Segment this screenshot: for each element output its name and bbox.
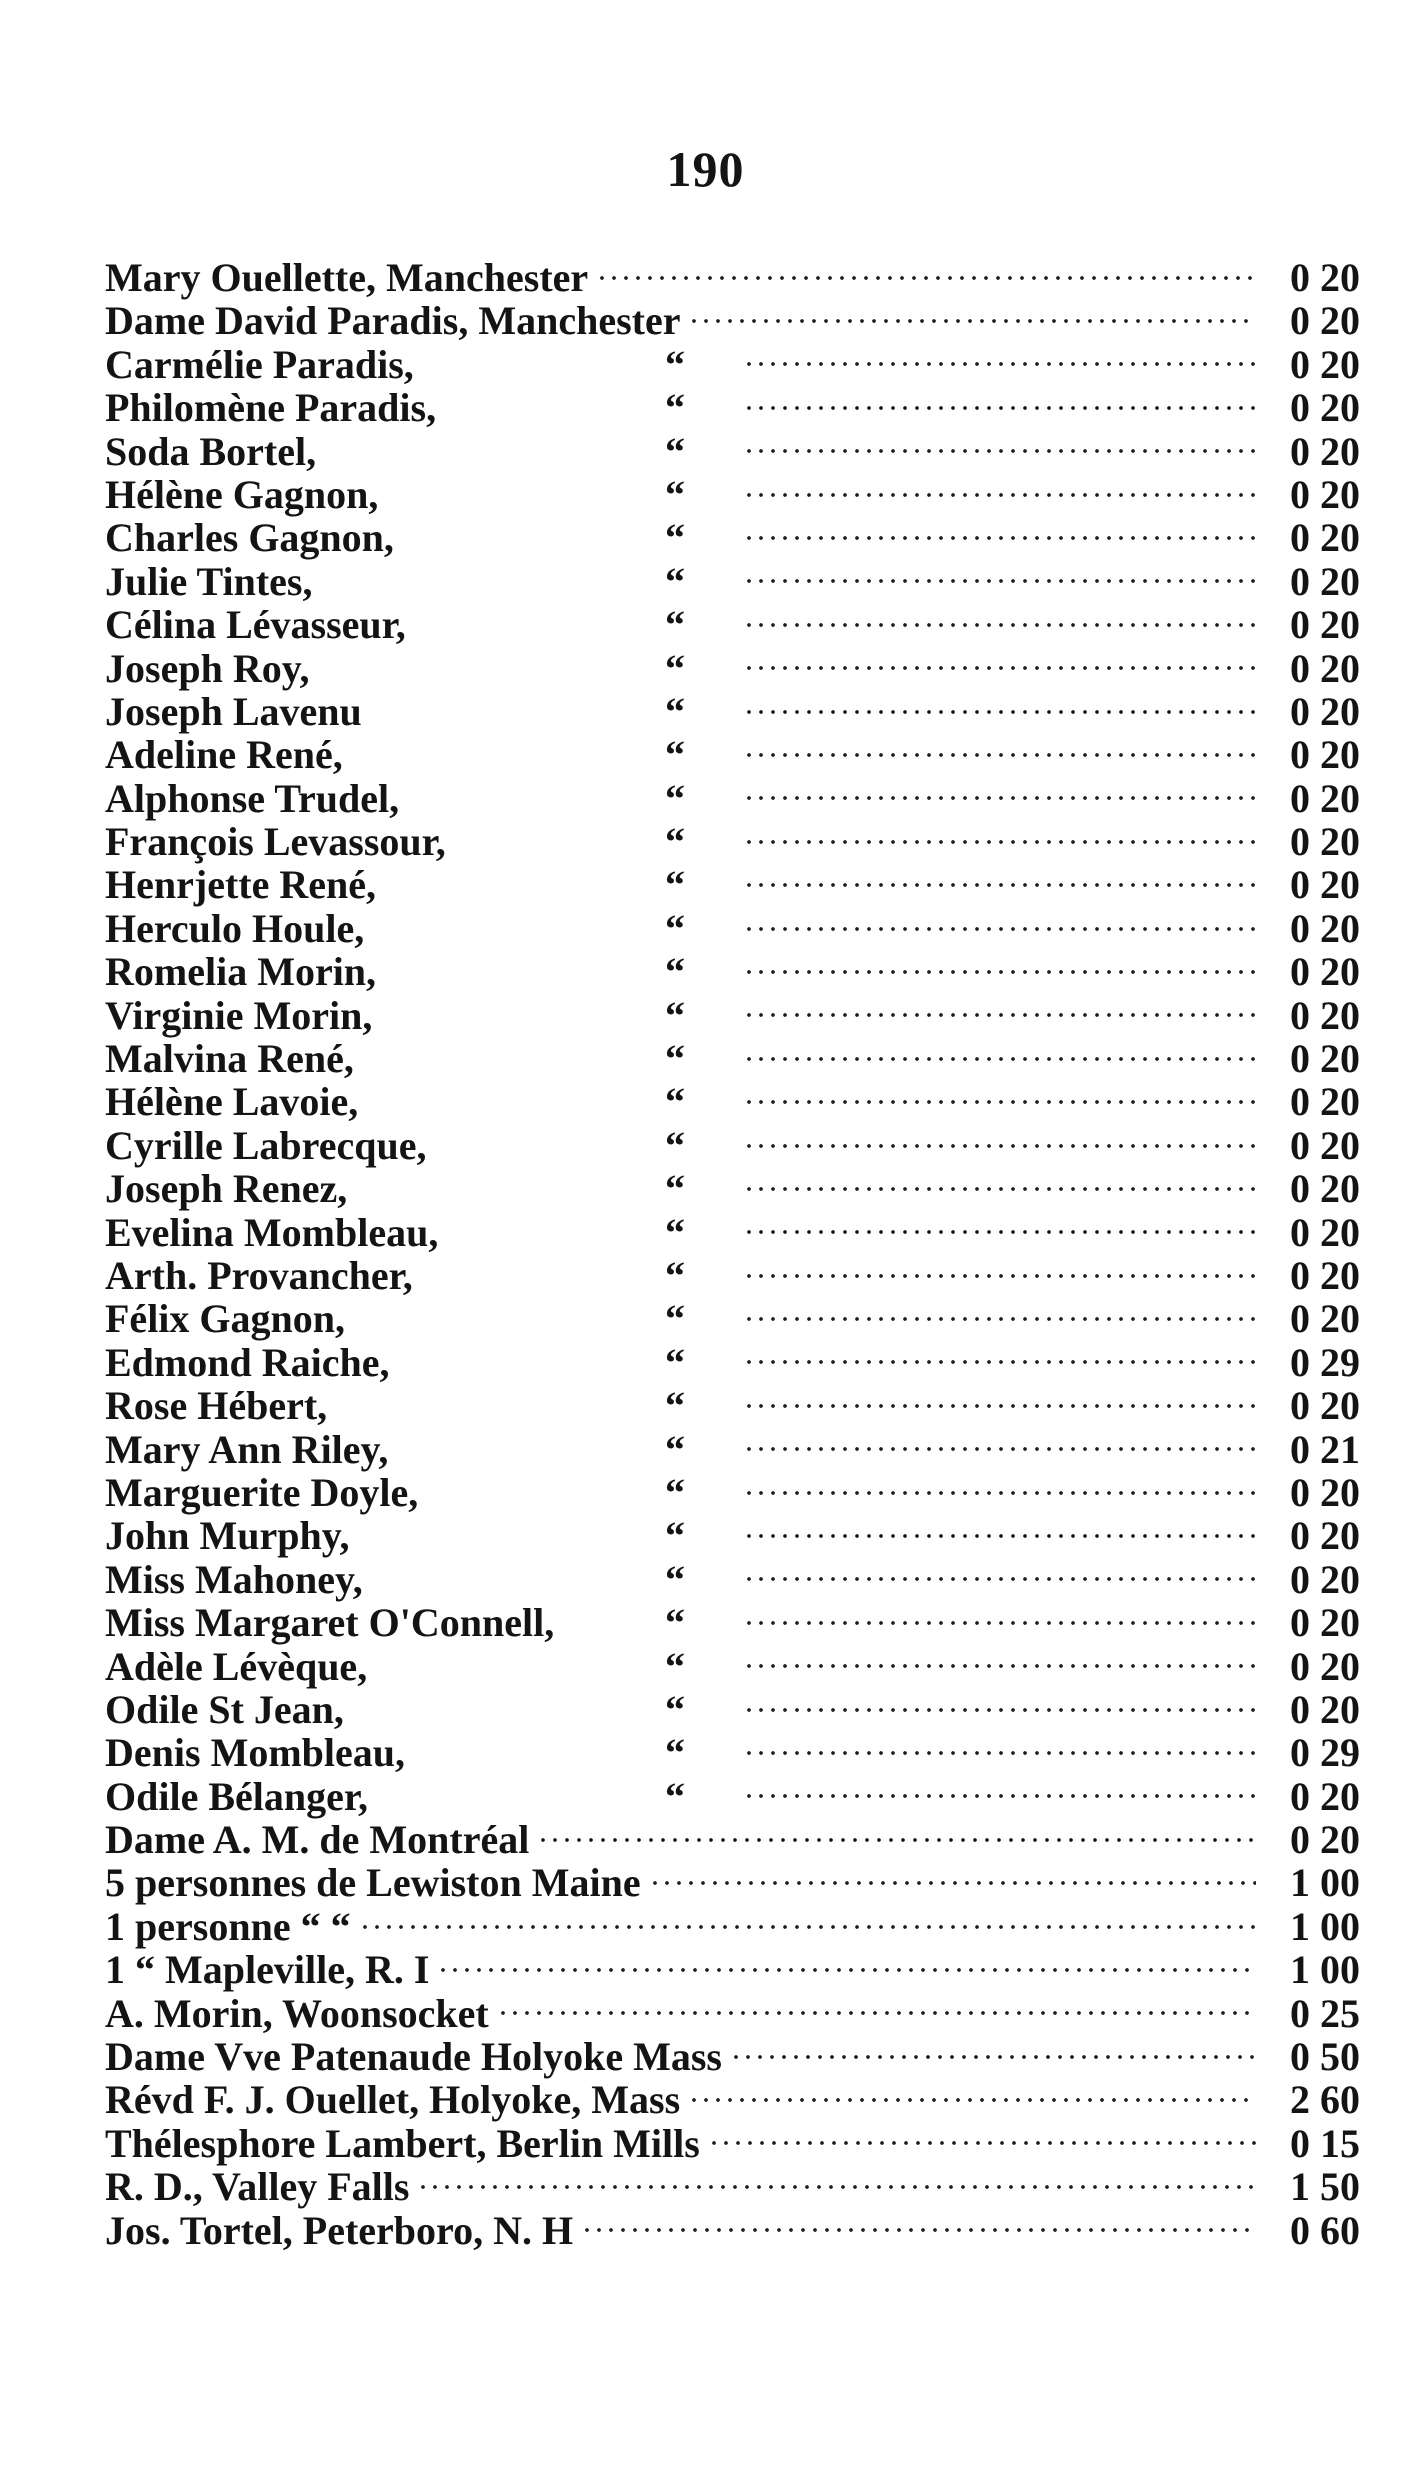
dot-leader <box>743 1314 1256 1324</box>
ditto-mark: “ <box>665 732 685 778</box>
entry-amount: 0 20 <box>1290 1079 1360 1125</box>
dot-leader <box>743 533 1256 543</box>
entry-name: Adeline René, <box>105 732 343 778</box>
entry-name: Cyrille Labrecque, <box>105 1122 427 1168</box>
dot-leader <box>743 924 1256 934</box>
entry-name: Alphonse Trudel, <box>105 775 400 821</box>
ditto-mark: “ <box>665 1469 685 1515</box>
entry-name: R. D., Valley Falls <box>105 2164 410 2210</box>
entry-name: Malvina René, <box>105 1036 354 1082</box>
dot-leader <box>743 1054 1256 1064</box>
entry-amount: 0 20 <box>1290 1556 1360 1602</box>
entry-amount: 0 21 <box>1290 1426 1360 1472</box>
dot-leader <box>743 1574 1256 1584</box>
entry-name: Philomène Paradis, <box>105 385 437 431</box>
page-number: 190 <box>666 141 745 197</box>
list-item <box>105 256 1360 299</box>
list-item <box>105 1861 1360 1904</box>
entry-name: Marguerite Doyle, <box>105 1469 419 1515</box>
dot-leader <box>743 446 1256 456</box>
ditto-mark: “ <box>665 1339 685 1385</box>
entry-name: Henrjette René, <box>105 862 376 908</box>
list-item <box>105 299 1360 342</box>
dot-leader <box>743 359 1256 369</box>
entry-name: Edmond Raiche, <box>105 1339 390 1385</box>
list-item <box>105 950 1360 993</box>
list-item <box>105 994 1360 1037</box>
ditto-mark: “ <box>665 1513 685 1559</box>
entry-name: Soda Bortel, <box>105 428 317 474</box>
entry-amount: 0 20 <box>1290 775 1360 821</box>
entry-amount: 0 20 <box>1290 688 1360 734</box>
entry-name: Hélène Lavoie, <box>105 1079 359 1125</box>
dot-leader <box>743 403 1256 413</box>
list-item <box>105 603 1360 646</box>
list-item <box>105 777 1360 820</box>
dot-leader <box>417 2182 1256 2192</box>
dot-leader <box>743 620 1256 630</box>
list-item <box>105 1211 1360 1254</box>
entry-amount: 2 60 <box>1290 2077 1360 2123</box>
entry-amount: 0 20 <box>1290 1122 1360 1168</box>
ditto-mark: “ <box>665 905 685 951</box>
list-item <box>105 1341 1360 1384</box>
ditto-mark: “ <box>665 1079 685 1125</box>
entry-name: Dame A. M. de Montréal <box>105 1817 530 1863</box>
entry-amount: 0 20 <box>1290 1383 1360 1429</box>
dot-leader <box>743 1141 1256 1151</box>
dot-leader <box>743 1271 1256 1281</box>
entry-name: Jos. Tortel, Peterboro, N. H <box>105 2207 574 2253</box>
dot-leader <box>743 1705 1256 1715</box>
list-item <box>105 1037 1360 1080</box>
dot-leader <box>743 793 1256 803</box>
ditto-mark: “ <box>665 1600 685 1646</box>
dot-leader <box>688 2095 1256 2105</box>
dot-leader <box>743 576 1256 586</box>
list-item <box>105 1297 1360 1340</box>
entry-name: Evelina Mombleau, <box>105 1209 439 1255</box>
dot-leader <box>437 1965 1256 1975</box>
ditto-mark: “ <box>665 1383 685 1429</box>
dot-leader <box>743 1531 1256 1541</box>
entry-amount: 0 20 <box>1290 1296 1360 1342</box>
list-item <box>105 1514 1360 1557</box>
ditto-mark: “ <box>665 1426 685 1472</box>
entry-amount: 0 29 <box>1290 1730 1360 1776</box>
entry-name: Mary Ouellette, Manchester <box>105 255 589 300</box>
entry-name: Rose Hébert, <box>105 1383 328 1429</box>
list-item <box>105 1645 1360 1688</box>
ditto-mark: “ <box>665 688 685 734</box>
entry-amount: 0 20 <box>1290 298 1360 344</box>
list-item <box>105 1124 1360 1167</box>
entry-amount: 0 20 <box>1290 1166 1360 1212</box>
entry-amount: 0 29 <box>1290 1339 1360 1385</box>
ditto-mark: “ <box>665 602 685 648</box>
list-item <box>105 2165 1360 2208</box>
dot-leader <box>743 1661 1256 1671</box>
ditto-mark: “ <box>665 1252 685 1298</box>
entry-amount: 0 20 <box>1290 385 1360 431</box>
dot-leader <box>743 1618 1256 1628</box>
entry-name: Odile St Jean, <box>105 1686 344 1732</box>
list-item <box>105 473 1360 516</box>
list-item <box>105 733 1360 776</box>
entry-amount: 0 20 <box>1290 515 1360 561</box>
ditto-mark: “ <box>665 1730 685 1776</box>
entry-name: Arth. Provancher, <box>105 1252 413 1298</box>
ditto-mark: “ <box>665 385 685 431</box>
entry-name: Odile Bélanger, <box>105 1773 368 1819</box>
ditto-mark: “ <box>665 862 685 908</box>
dot-leader <box>743 490 1256 500</box>
ditto-mark: “ <box>665 515 685 561</box>
entry-amount: 0 20 <box>1290 905 1360 951</box>
ditto-mark: “ <box>665 819 685 865</box>
entry-name: Mary Ann Riley, <box>105 1426 389 1472</box>
list-item <box>105 343 1360 386</box>
entry-name: Hélène Gagnon, <box>105 471 379 517</box>
ditto-mark: “ <box>665 1036 685 1082</box>
dot-leader <box>743 1444 1256 1454</box>
ditto-mark: “ <box>665 1166 685 1212</box>
list-item <box>105 2209 1360 2252</box>
entry-amount: 0 20 <box>1290 471 1360 517</box>
list-item <box>105 690 1360 733</box>
dot-leader <box>743 663 1256 673</box>
list-item <box>105 1254 1360 1297</box>
dot-leader <box>743 707 1256 717</box>
list-item <box>105 1601 1360 1644</box>
entry-amount: 0 20 <box>1290 1513 1360 1559</box>
entry-name: Joseph Lavenu <box>105 688 362 734</box>
dot-leader <box>649 1878 1256 1888</box>
list-item <box>105 1818 1360 1861</box>
list-item <box>105 1905 1360 1948</box>
list-item <box>105 820 1360 863</box>
entry-name: A. Morin, Woonsocket <box>105 1990 489 2036</box>
entry-amount: 0 20 <box>1290 1600 1360 1646</box>
dot-leader <box>743 1748 1256 1758</box>
dot-leader <box>743 967 1256 977</box>
dot-leader <box>596 273 1256 283</box>
entry-name: François Levassour, <box>105 819 446 865</box>
entry-name: Carmélie Paradis, <box>105 341 414 387</box>
entry-amount: 0 60 <box>1290 2207 1360 2253</box>
entry-amount: 0 20 <box>1290 949 1360 995</box>
entry-amount: 0 20 <box>1290 1773 1360 1819</box>
entry-amount: 0 20 <box>1290 558 1360 604</box>
list-item <box>105 1775 1360 1818</box>
list-item <box>105 1992 1360 2035</box>
entry-name: Romelia Morin, <box>105 949 377 995</box>
dot-leader <box>743 750 1256 760</box>
entry-name: Virginie Morin, <box>105 992 373 1038</box>
entry-amount: 0 20 <box>1290 341 1360 387</box>
entry-name: Charles Gagnon, <box>105 515 394 561</box>
dot-leader <box>743 1401 1256 1411</box>
entry-name: 5 personnes de Lewiston Maine <box>105 1860 641 1906</box>
dot-leader <box>743 1357 1256 1367</box>
entry-name: Dame David Paradis, Manchester <box>105 298 681 344</box>
dot-leader <box>688 316 1256 326</box>
entry-amount: 0 20 <box>1290 862 1360 908</box>
dot-leader <box>581 2225 1256 2235</box>
dot-leader <box>743 1227 1256 1237</box>
ditto-mark: “ <box>665 1209 685 1255</box>
entry-name: Révd F. J. Ouellet, Holyoke, Mass <box>105 2077 681 2123</box>
entry-amount: 0 20 <box>1290 645 1360 691</box>
entry-name: Herculo Houle, <box>105 905 365 951</box>
ditto-mark: “ <box>665 471 685 517</box>
entry-name: Adèle Lévèque, <box>105 1643 368 1689</box>
entry-name: Thélesphore Lambert, Berlin Mills <box>105 2120 700 2166</box>
ditto-mark: “ <box>665 428 685 474</box>
dot-leader <box>743 880 1256 890</box>
entry-amount: 0 15 <box>1290 2120 1360 2166</box>
entry-amount: 0 20 <box>1290 819 1360 865</box>
ditto-mark: “ <box>665 645 685 691</box>
list-item <box>105 1167 1360 1210</box>
ditto-mark: “ <box>665 949 685 995</box>
entry-amount: 0 20 <box>1290 1252 1360 1298</box>
entry-amount: 0 20 <box>1290 255 1360 300</box>
ditto-mark: “ <box>665 1122 685 1168</box>
dot-leader <box>497 2008 1256 2018</box>
list-item <box>105 560 1360 603</box>
dot-leader <box>359 1922 1256 1932</box>
entry-amount: 0 20 <box>1290 602 1360 648</box>
dot-leader <box>708 2138 1256 2148</box>
entry-amount: 0 20 <box>1290 992 1360 1038</box>
entry-amount: 0 20 <box>1290 428 1360 474</box>
list-item <box>105 1688 1360 1731</box>
ditto-mark: “ <box>665 1643 685 1689</box>
list-item <box>105 516 1360 559</box>
entry-amount: 0 20 <box>1290 1036 1360 1082</box>
dot-leader <box>743 837 1256 847</box>
list-item <box>105 2122 1360 2165</box>
list-item <box>105 1558 1360 1601</box>
ditto-mark: “ <box>665 558 685 604</box>
entry-amount: 0 20 <box>1290 1643 1360 1689</box>
list-item <box>105 2078 1360 2121</box>
entry-name: Dame Vve Patenaude Holyoke Mass <box>105 2034 722 2080</box>
ditto-mark: “ <box>665 1686 685 1732</box>
dot-leader <box>743 1097 1256 1107</box>
entry-amount: 1 50 <box>1290 2164 1360 2210</box>
ditto-mark: “ <box>665 775 685 821</box>
list-item <box>105 1948 1360 1991</box>
list-item <box>105 1080 1360 1123</box>
entry-name: Joseph Renez, <box>105 1166 348 1212</box>
entry-amount: 0 20 <box>1290 732 1360 778</box>
entry-name: Miss Margaret O'Connell, <box>105 1600 555 1646</box>
entry-amount: 0 20 <box>1290 1469 1360 1515</box>
entry-amount: 1 00 <box>1290 1860 1360 1906</box>
entry-name: Félix Gagnon, <box>105 1296 346 1342</box>
subscription-list <box>105 256 1360 2252</box>
entry-amount: 0 25 <box>1290 1990 1360 2036</box>
entry-name: Denis Mombleau, <box>105 1730 405 1776</box>
dot-leader <box>730 2052 1256 2062</box>
entry-name: Joseph Roy, <box>105 645 310 691</box>
ditto-mark: “ <box>665 1773 685 1819</box>
entry-amount: 0 20 <box>1290 1817 1360 1863</box>
entry-amount: 0 20 <box>1290 1209 1360 1255</box>
ditto-mark: “ <box>665 992 685 1038</box>
dot-leader <box>743 1010 1256 1020</box>
entry-amount: 1 00 <box>1290 1903 1360 1949</box>
ditto-mark: “ <box>665 1296 685 1342</box>
entry-name: 1 “ Mapleville, R. I <box>105 1947 430 1993</box>
entry-name: Célina Lévasseur, <box>105 602 406 648</box>
dot-leader <box>743 1488 1256 1498</box>
entry-amount: 0 20 <box>1290 1686 1360 1732</box>
list-item <box>105 1731 1360 1774</box>
list-item <box>105 2035 1360 2078</box>
list-item <box>105 1428 1360 1471</box>
list-item <box>105 430 1360 473</box>
dot-leader <box>743 1184 1256 1194</box>
list-item <box>105 1384 1360 1427</box>
entry-name: 1 personne “ “ <box>105 1903 351 1949</box>
entry-name: Miss Mahoney, <box>105 1556 363 1602</box>
list-item <box>105 907 1360 950</box>
ditto-mark: “ <box>665 1556 685 1602</box>
entry-name: John Murphy, <box>105 1513 350 1559</box>
entry-amount: 1 00 <box>1290 1947 1360 1993</box>
list-item <box>105 863 1360 906</box>
list-item <box>105 386 1360 429</box>
list-item <box>105 647 1360 690</box>
entry-name: Julie Tintes, <box>105 558 313 604</box>
ditto-mark: “ <box>665 341 685 387</box>
entry-amount: 0 50 <box>1290 2034 1360 2080</box>
dot-leader <box>743 1791 1256 1801</box>
dot-leader <box>537 1835 1256 1845</box>
list-item <box>105 1471 1360 1514</box>
